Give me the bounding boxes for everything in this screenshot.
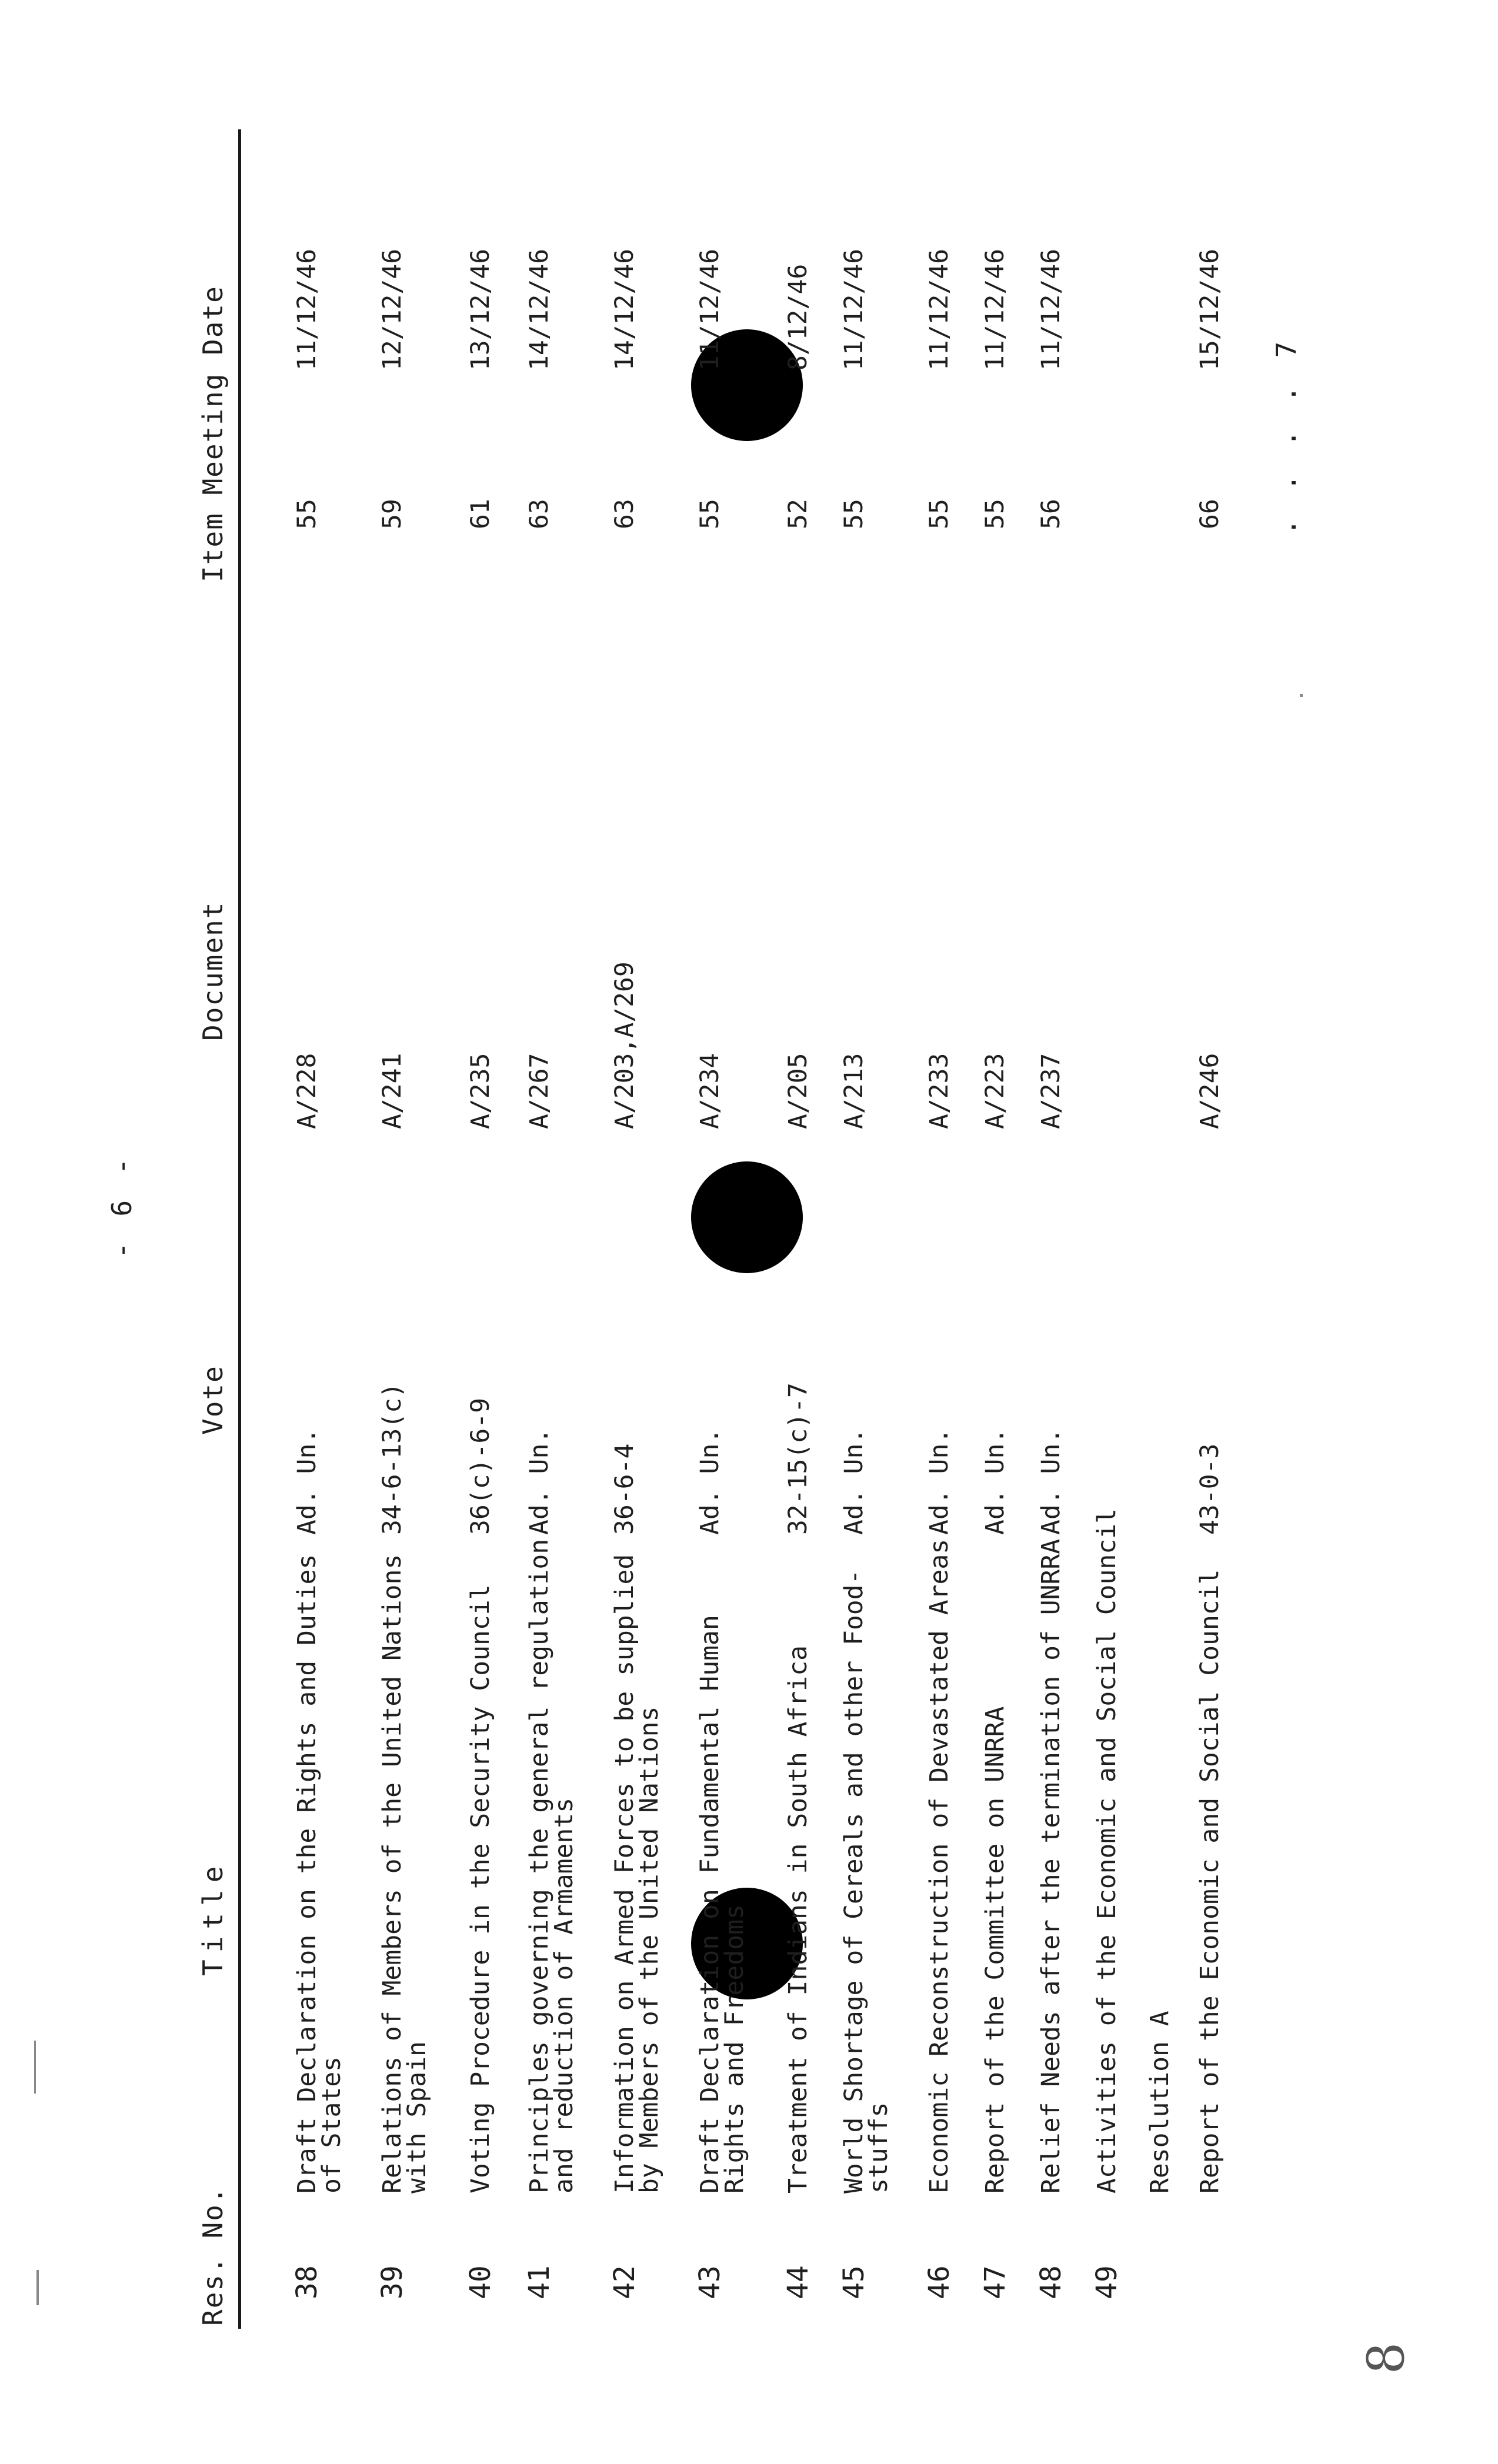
row-meeting: 63: [610, 499, 639, 529]
row-meeting: 55: [980, 499, 1010, 529]
row-meeting: 66: [1195, 499, 1225, 529]
row-vote: 43-0-3: [1195, 1443, 1225, 1535]
header-title: Title: [197, 1859, 229, 1976]
row-number: 43: [693, 2265, 726, 2299]
row-vote: 34-6-13(c): [378, 1383, 407, 1535]
row-document: A/267: [525, 1053, 554, 1129]
row-title: [1038, 1539, 1064, 2193]
row-title-line: Treatment of Indians in South Africa: [783, 1645, 813, 2193]
row-title-line: with Spain: [402, 2041, 432, 2193]
row-title: [468, 1584, 493, 2193]
row-document: A/203,A/269: [610, 961, 639, 1129]
row-title-line: Principles governing the general regulation: [525, 1538, 554, 2193]
row-meeting: 56: [1036, 499, 1066, 529]
row-meeting: 61: [466, 499, 495, 529]
row-date: 11/12/46: [839, 248, 869, 370]
row-document: A/246: [1195, 1053, 1225, 1129]
row-document: A/213: [839, 1053, 869, 1129]
row-title-line: Draft Declaration on the Rights and Duties: [292, 1554, 322, 2193]
scan-speck: [1300, 694, 1303, 697]
row-number: 39: [376, 2265, 409, 2299]
row-title-line: stuffs: [864, 2102, 893, 2193]
row-title-line: Report of the Committee on UNRRA: [980, 1706, 1010, 2193]
row-number: 49: [1090, 2265, 1123, 2299]
row-title-line: Activities of the Economic and Social Council: [1092, 1508, 1122, 2193]
row-vote: Ad. Un.: [839, 1428, 869, 1535]
row-title: [1094, 1508, 1120, 2193]
header-item-meeting-date: Item Meeting Date: [197, 285, 229, 582]
row-number: 47: [979, 2265, 1012, 2299]
row-number: 41: [523, 2265, 556, 2299]
row-vote: Ad. Un.: [1036, 1428, 1066, 1535]
row-title: [294, 1554, 345, 2193]
row-document: A/241: [378, 1053, 407, 1129]
row-title-line: Relations of Members of the United Nations: [378, 1554, 407, 2193]
row-vote: 36(c)-6-9: [466, 1398, 495, 1535]
row-vote: 32-15(c)-7: [783, 1383, 813, 1535]
row-number: 45: [838, 2265, 870, 2299]
row-date: 14/12/46: [610, 248, 639, 370]
row-title: [612, 1554, 662, 2193]
row-title-line: and reduction of Armaments: [549, 1797, 579, 2193]
row-title: [526, 1539, 577, 2193]
row-date: 11/12/46: [980, 248, 1010, 370]
row-title-line: Report of the Economic and Social Council: [1195, 1569, 1225, 2193]
row-number: 48: [1035, 2265, 1067, 2299]
row-title: [841, 1570, 892, 2193]
row-title-line: World Shortage of Cereals and other Food-: [839, 1569, 869, 2193]
row-title-line: of States: [317, 2056, 346, 2193]
row-date: 11/12/46: [1036, 248, 1066, 370]
row-document: A/233: [925, 1053, 954, 1129]
row-title: [697, 1615, 748, 2193]
scan-speck: [36, 2270, 39, 2305]
row-title-line: by Members of the United Nations: [635, 1706, 664, 2193]
row-meeting: 55: [292, 499, 322, 529]
row-title: [1197, 1570, 1223, 2193]
row-document: A/234: [695, 1053, 725, 1129]
row-document: A/235: [466, 1053, 495, 1129]
row-meeting: 55: [925, 499, 954, 529]
row-title: [379, 1554, 430, 2193]
row-vote: Ad. Un.: [980, 1428, 1010, 1535]
row-date: 11/12/46: [292, 248, 322, 370]
row-title-line: Information on Armed Forces to be supplied: [610, 1554, 639, 2193]
row-vote: Ad. Un.: [292, 1428, 322, 1535]
header-vote: Vote: [197, 1365, 229, 1435]
page-number: - 6 -: [106, 1153, 138, 1258]
row-date: 13/12/46: [466, 248, 495, 370]
row-document: A/237: [1036, 1053, 1066, 1129]
row-meeting: 52: [783, 499, 813, 529]
header-rule: [238, 129, 241, 2329]
row-document: A/223: [980, 1053, 1010, 1129]
row-vote: Ad. Un.: [925, 1428, 954, 1535]
row-title: [785, 1645, 811, 2193]
row-date: 12/12/46: [378, 248, 407, 370]
row-number: 40: [464, 2265, 497, 2299]
row-title-line: Voting Procedure in the Security Council: [466, 1584, 495, 2193]
header-res-no: Res. No.: [197, 2186, 229, 2326]
continuation-marker: . . . . 7: [1270, 335, 1302, 535]
row-date: 14/12/46: [525, 248, 554, 370]
row-title: [982, 1707, 1008, 2193]
row-number: 46: [923, 2265, 956, 2299]
row-title-line: Resolution A: [1145, 2011, 1175, 2193]
row-document: A/205: [783, 1053, 813, 1129]
row-number: 44: [782, 2265, 815, 2299]
row-vote: Ad. Un.: [695, 1428, 725, 1535]
row-number: 42: [608, 2265, 641, 2299]
row-title-line: Rights and Freedoms: [720, 1904, 749, 2193]
row-date: 8/12/46: [783, 263, 813, 370]
row-title-line: Economic Reconstruction of Devastated Areas: [925, 1538, 954, 2193]
row-date: 15/12/46: [1195, 248, 1225, 370]
row-meeting: 63: [525, 499, 554, 529]
row-title-line: Draft Declaration on Fundamental Human: [695, 1615, 725, 2193]
row-number: 38: [291, 2265, 323, 2299]
row-vote: Ad. Un.: [525, 1428, 554, 1535]
row-title: [926, 1539, 952, 2193]
row-date: 11/12/46: [695, 248, 725, 370]
scan-speck: [34, 2041, 36, 2094]
row-vote: 36-6-4: [610, 1443, 639, 1535]
header-document: Document: [197, 901, 229, 1041]
row-document: A/228: [292, 1053, 322, 1129]
row-title: [1147, 2011, 1173, 2193]
row-meeting: 55: [695, 499, 725, 529]
row-meeting: 55: [839, 499, 869, 529]
row-title-line: Relief Needs after the termination of UNRRA: [1036, 1538, 1066, 2193]
row-date: 11/12/46: [925, 248, 954, 370]
row-meeting: 59: [378, 499, 407, 529]
handwritten-mark: 8: [1357, 2342, 1416, 2375]
